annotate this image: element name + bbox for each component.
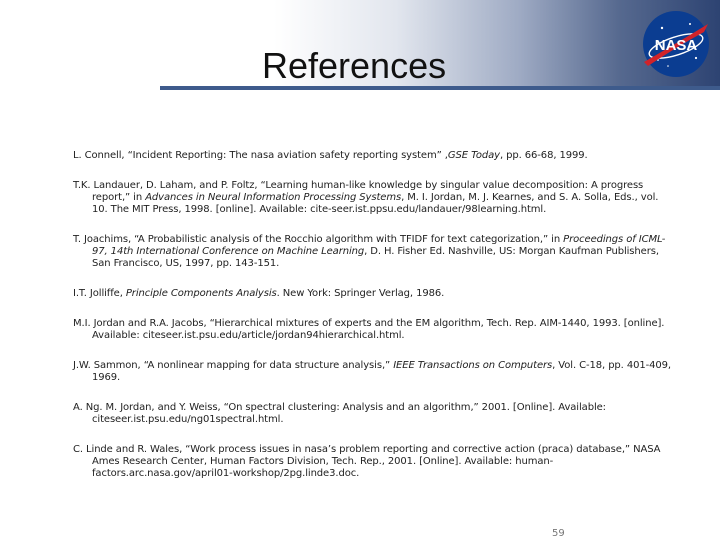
- reference-italic-title: GSE Today: [447, 150, 500, 161]
- reference-entry: [73, 288, 673, 300]
- reference-text: A. Ng. M. Jordan, and Y. Weiss, “On spectral clustering: Analysis and an algorithm,” 2001. [Online]. Available: citeseer.ist.psu.edu/ng01spectral.html.: [73, 402, 606, 425]
- reference-text: T.K. Landauer, D. Laham, and P. Foltz, “Learning human-like knowledge by singular value decomposition: A progress report,” in: [73, 180, 644, 203]
- reference-italic-title: Principle Components Analysis: [125, 288, 277, 299]
- reference-entry: [73, 318, 673, 342]
- nasa-logo-icon: [638, 6, 714, 82]
- svg-text:NASA: NASA: [654, 37, 698, 54]
- reference-text-tail: , M. I. Jordan, M. J. Kearnes, and S. A. Solla, Eds., vol. 10. The MIT Press, 1998. [online]. Available: cite-seer.ist.ppsu.edu/landauer/98learning.html.: [92, 192, 659, 215]
- reference-entry: [73, 402, 673, 426]
- reference-text: M.I. Jordan and R.A. Jacobs, “Hierarchical mixtures of experts and the EM algorithm, Tech. Rep. AIM-1440, 1993. [online]. Available: citeseer.ist.psu.edu/article/jordan94hierarchical.html.: [73, 318, 665, 341]
- reference-entry: [73, 360, 673, 384]
- reference-entry: [73, 180, 673, 216]
- references-list: [73, 150, 673, 498]
- reference-text-tail: , D. H. Fisher Ed. Nashville, US: Morgan Kaufman Publishers, San Francisco, US, 1997, pp. 143-151.: [92, 246, 659, 269]
- page-number: 59: [552, 528, 565, 539]
- reference-text: C. Linde and R. Wales, “Work process issues in nasa’s problem reporting and corrective action (praca) database,” NASA Ames Research Center, Human Factors Division, Tech. Rep., 2001. [Online]. Available: human-factors.arc.nasa.gov/april01-workshop/2pg.linde3.doc.: [73, 444, 661, 479]
- reference-text: L. Connell, “Incident Reporting: The nasa aviation safety reporting system” ,: [73, 150, 448, 161]
- reference-text: J.W. Sammon, “A nonlinear mapping for data structure analysis,”: [73, 360, 394, 371]
- reference-entry: [73, 150, 673, 162]
- reference-text-tail: , Vol. C-18, pp. 401-409, 1969.: [92, 360, 672, 383]
- reference-italic-title: Proceedings of ICML-97, 14th International Conference on Machine Learning: [92, 234, 666, 257]
- reference-italic-title: Advances in Neural Information Processing Systems: [145, 192, 402, 203]
- reference-text-tail: . New York: Springer Verlag, 1986.: [276, 288, 445, 299]
- reference-italic-title: IEEE Transactions on Computers: [393, 360, 553, 371]
- slide-title: References: [262, 45, 447, 86]
- reference-entry: [73, 234, 673, 270]
- reference-text: I.T. Jolliffe,: [73, 288, 126, 299]
- reference-text-tail: , pp. 66-68, 1999.: [499, 150, 588, 161]
- reference-entry: [73, 444, 673, 480]
- reference-text: T. Joachims, “A Probabilistic analysis of the Rocchio algorithm with TFIDF for text categorization,” in: [73, 234, 564, 245]
